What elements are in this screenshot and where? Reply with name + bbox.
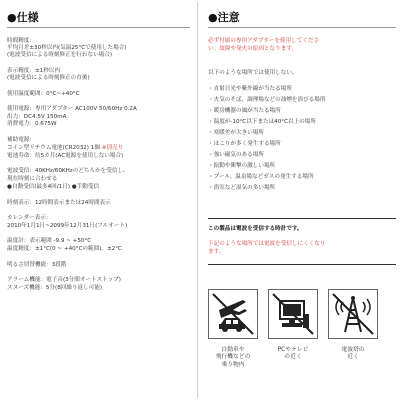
vehicle-caption: 自動車や 飛行機などの 乗り物内 (215, 347, 251, 368)
spec-line: 電波受信：40KHz/60KHzのどちらかを受信し、 (7, 168, 129, 174)
spec-line: 消費電力：0.675W (7, 121, 57, 127)
spec-line: 現在時刻に合わせる (7, 176, 58, 182)
caution-title: ●注意 (208, 11, 240, 24)
caution-list-item: ・直射日光や紫外線が当たる場所 (208, 86, 292, 92)
vehicle-panel (208, 289, 258, 369)
spec-line: 明るさ切替機能：3段階 (7, 262, 67, 268)
caution-list-item: ・プール、温泉場などガスの発生する場所 (208, 174, 314, 180)
caution-list-item: ・ほこりが多く発生する場所 (208, 141, 281, 147)
caution-list-item: ・火気のそば、調理場などの油煙を浴びる場所 (208, 97, 326, 103)
tower-caption: 電波塔の 近く (341, 347, 365, 361)
radio-warning-title: この製品は電波を受信する時計です。 (208, 226, 303, 232)
radio-warning-line-2: ます。 (208, 249, 225, 255)
spec-line: スヌーズ機能：5分(8回繰り返し可能) (7, 285, 103, 291)
adapter-warning-line-1: 必ず付属の専用アダプターを使用してくださ (208, 38, 320, 44)
spec-line: 使用温度範囲：0°C~+40°C (7, 91, 80, 97)
interference-icons (207, 289, 397, 397)
spec-line: カレンダー表示： (7, 215, 52, 221)
tower-icon (328, 289, 378, 339)
tv-pc-icon (268, 289, 318, 339)
caution-list-item: ・温度が-10°C以下または40°C以上の場所 (208, 119, 316, 125)
pc-tv-panel (268, 289, 318, 362)
vehicle-icon (208, 289, 258, 339)
spec-line: 温度計：表示範囲 -9.9 ~ +50°C (7, 238, 92, 244)
spec-line: 時間精度： (7, 38, 35, 44)
pc-tv-caption: PCやテレビ の近く (277, 347, 309, 361)
spec-line: 表示精度：±1秒以内 (7, 68, 60, 74)
radio-warning-line-1: 下記のような場所では電波を受信しにくくなり (208, 241, 326, 247)
spec-title: ●仕様 (7, 11, 39, 24)
spec-line: 出力：DC4.5V 150mA (7, 114, 67, 120)
spec-line: (電波受信による時刻修正の直後) (7, 75, 90, 81)
spec-line: コイン型リチウム電池(CR2032) 1個 ※別売り (7, 145, 124, 151)
tower-panel (328, 289, 378, 362)
sold-separately-note: ※別売り (101, 145, 124, 151)
warning-bottom-rule (208, 264, 396, 265)
spec-line: 平均月差±30秒以内(気温25°Cで使用した場合) (7, 45, 127, 51)
caution-list-item: ・暖房機器の風が当たる場所 (208, 108, 281, 114)
column-divider (197, 2, 198, 398)
spec-line: 温度精度：±1°C(0 ~ +40°Cの範囲)、±2°C (7, 246, 122, 252)
caution-list-item: ・振動や衝撃の激しい場所 (208, 163, 276, 169)
caution-list-intro: 以下のような場所では使用しない。 (208, 70, 298, 76)
spec-line: 補助電源： (7, 137, 35, 143)
spec-line: アラーム機能：電子音(3分間オートストップ) (7, 277, 121, 283)
caution-list-item: ・寒暖差が大きい場所 (208, 130, 264, 136)
spec-line: ●自動受信(最多4回/1日) ●手動受信 (7, 184, 100, 190)
spec-line: 電池寿命：約5カ月(AC電源を使用しない場合) (7, 153, 124, 159)
spec-line: 使用電源：専用アダプター AC100V 50/60Hz 0.2A (7, 106, 137, 112)
warning-top-rule (208, 218, 396, 219)
caution-list-item: ・浴室など湿気の多い場所 (208, 185, 276, 191)
caution-title-divider (208, 27, 396, 28)
spec-line: 時刻表示：12時間表示または24時間表示 (7, 200, 111, 206)
spec-line: 2010年1月1日~2099年12月31日(フルオート) (7, 223, 128, 229)
spec-title-divider (7, 27, 190, 28)
adapter-warning-line-2: い。故障や発火の原因となります。 (208, 46, 298, 52)
spec-line: (電波受信による時刻修正を行わない場合) (7, 52, 113, 58)
spec-column (0, 0, 194, 400)
caution-list-item: ・強い磁気のある場所 (208, 152, 264, 158)
caution-column (201, 0, 400, 400)
